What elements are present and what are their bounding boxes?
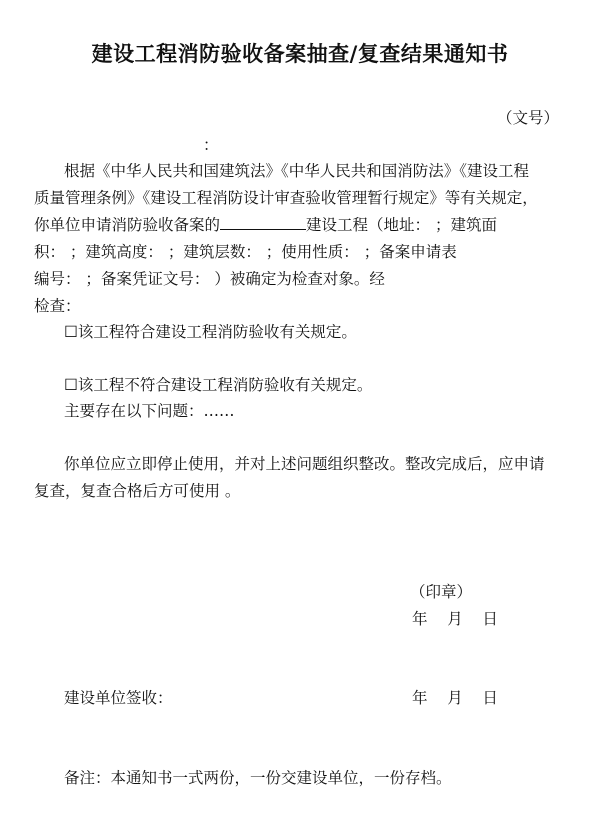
para1-line3: [34, 213, 497, 235]
document-number: （文号）: [497, 109, 560, 127]
para1-line4: 积： ；建筑高度： ；建筑层数： ；使用性质： ；备案申请表: [34, 243, 457, 261]
option-noncompliant: ☐该工程不符合建设工程消防验收有关规定。: [64, 376, 373, 394]
para1-line3-end: 建设工程（地址： ；建筑面: [306, 216, 497, 234]
date-line-2: 年 月 日: [412, 689, 498, 707]
para1-line2: 质量管理条例》《建设工程消防设计审查验收管理暂行规定》等有关规定，: [34, 189, 538, 207]
para1-line5: 编号： ；备案凭证文号： ）被确定为检查对象。经: [34, 270, 385, 288]
para1-line6: 检查：: [34, 297, 81, 315]
issues-line: 主要存在以下问题：……: [64, 402, 235, 420]
para1-line1: 根据《中华人民共和国建筑法》《中华人民共和国消防法》《建设工程: [64, 162, 530, 180]
date-line-1: 年 月 日: [412, 610, 498, 628]
option-compliant: ☐该工程符合建设工程消防验收有关规定。: [64, 323, 357, 341]
receipt-label: 建设单位签收：: [64, 689, 173, 707]
project-name-blank: [220, 214, 306, 230]
seal-placeholder: （印章）: [410, 583, 473, 601]
para2-line2: 复查，复查合格后方可使用 。: [34, 482, 241, 500]
para1-line3-start: 你单位申请消防验收备案的: [34, 216, 221, 234]
footnote: 备注：本通知书一式两份，一份交建设单位，一份存档。: [64, 769, 452, 787]
document-title: 建设工程消防验收备案抽查/复查结果通知书: [91, 42, 509, 66]
para2-line1: 你单位应立即停止使用，并对上述问题组织整改。整改完成后，应申请: [64, 455, 545, 473]
addressee-line: ：: [203, 136, 219, 154]
